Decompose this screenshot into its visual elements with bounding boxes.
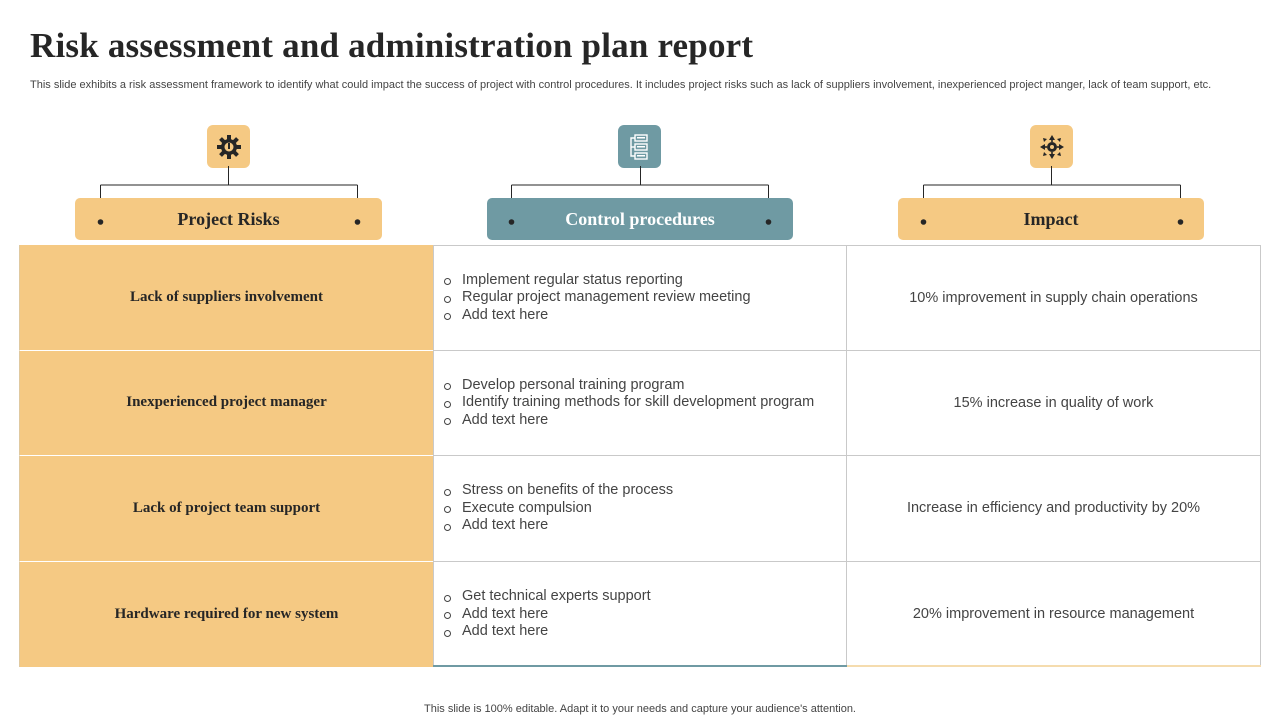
bullet-circle-icon	[444, 506, 451, 513]
risk-label: Lack of project team support	[132, 499, 321, 516]
bullet-circle-icon	[444, 383, 451, 390]
control-item-text: Add text here	[462, 306, 549, 323]
risk-label: Hardware required for new system	[114, 605, 339, 622]
bullet-circle-icon	[444, 313, 451, 320]
control-list	[444, 272, 751, 325]
bullet-circle-icon	[444, 595, 451, 602]
control-item-text: Regular project management review meeting	[462, 289, 751, 305]
page-title: Risk assessment and administration plan report	[30, 26, 754, 65]
control-item	[444, 394, 814, 412]
impact-cell	[847, 351, 1261, 457]
control-cell	[433, 351, 847, 457]
impact-cell	[847, 456, 1261, 562]
control-item-text: Add text here	[462, 623, 549, 639]
control-item-text: Develop personal training program	[462, 376, 685, 393]
bullet-circle-icon	[444, 630, 451, 637]
control-item	[444, 606, 651, 624]
bullet-circle-icon	[444, 418, 451, 425]
risk-cell	[19, 562, 433, 668]
bullet-circle-icon	[444, 296, 451, 303]
control-item	[444, 272, 751, 290]
control-cell	[433, 456, 847, 562]
risk-cell	[19, 351, 433, 457]
control-item	[444, 517, 673, 535]
control-item-text: Execute compulsion	[462, 499, 592, 516]
control-item-text: Implement regular status reporting	[462, 271, 683, 288]
header-control-procedures-label: Control procedures	[565, 208, 715, 229]
control-item	[444, 500, 673, 518]
connector-dot	[509, 219, 515, 225]
control-cell	[433, 562, 847, 668]
bullet-circle-icon	[444, 278, 451, 285]
impact-text: 10% improvement in supply chain operations	[909, 289, 1198, 306]
control-item-text: Add text here	[462, 605, 549, 622]
impact-column-bottom-line	[847, 665, 1261, 667]
impact-text: 20% improvement in resource management	[912, 606, 1195, 623]
footer-note: This slide is 100% editable. Adapt it to your needs and capture your audience's attention.	[424, 703, 856, 715]
control-item-text: Identify training methods for skill development program	[462, 394, 815, 410]
header-project-risks-label: Project Risks	[177, 208, 280, 229]
control-item-text: Get technical experts support	[462, 588, 651, 604]
bullet-circle-icon	[444, 524, 451, 531]
bullet-circle-icon	[444, 612, 451, 619]
control-item-text: Stress on benefits of the process	[462, 482, 674, 498]
impact-cell	[847, 245, 1261, 351]
control-list	[444, 482, 673, 535]
connector-dot	[1178, 219, 1184, 225]
risk-label: Lack of suppliers involvement	[130, 288, 323, 305]
connector-dot	[98, 219, 104, 225]
impact-text: 15% increase in quality of work	[953, 394, 1154, 411]
impact-cell	[847, 562, 1261, 668]
connector-dot	[766, 219, 772, 225]
control-cell	[433, 245, 847, 351]
page-subtitle: This slide exhibits a risk assessment framework to identify what could impact the success of project with control procedures. It includes project risks such as lack of suppliers involvement, inexperienced project manger, lack of team support, etc.	[30, 79, 1212, 91]
control-list	[444, 588, 651, 641]
control-item-text: Add text here	[462, 411, 549, 428]
control-item	[444, 623, 651, 641]
header-impact-label: Impact	[1023, 208, 1079, 229]
risk-table	[19, 245, 1261, 667]
connector-dots	[0, 0, 1280, 240]
risk-cell	[19, 456, 433, 562]
control-column-bottom-line	[433, 665, 847, 667]
control-item	[444, 412, 814, 430]
control-item	[444, 482, 673, 500]
impact-text: Increase in efficiency and productivity by 20%	[906, 500, 1201, 517]
control-item	[444, 377, 814, 395]
connector-dot	[921, 219, 927, 225]
control-list	[444, 377, 814, 430]
control-item	[444, 289, 751, 307]
control-item	[444, 307, 751, 325]
risk-label: Inexperienced project manager	[126, 394, 327, 411]
bullet-circle-icon	[444, 489, 451, 496]
bullet-circle-icon	[444, 401, 451, 408]
connector-dot	[355, 219, 361, 225]
control-item-text: Add text here	[462, 517, 549, 533]
control-item	[444, 588, 651, 606]
risk-cell	[19, 245, 433, 351]
